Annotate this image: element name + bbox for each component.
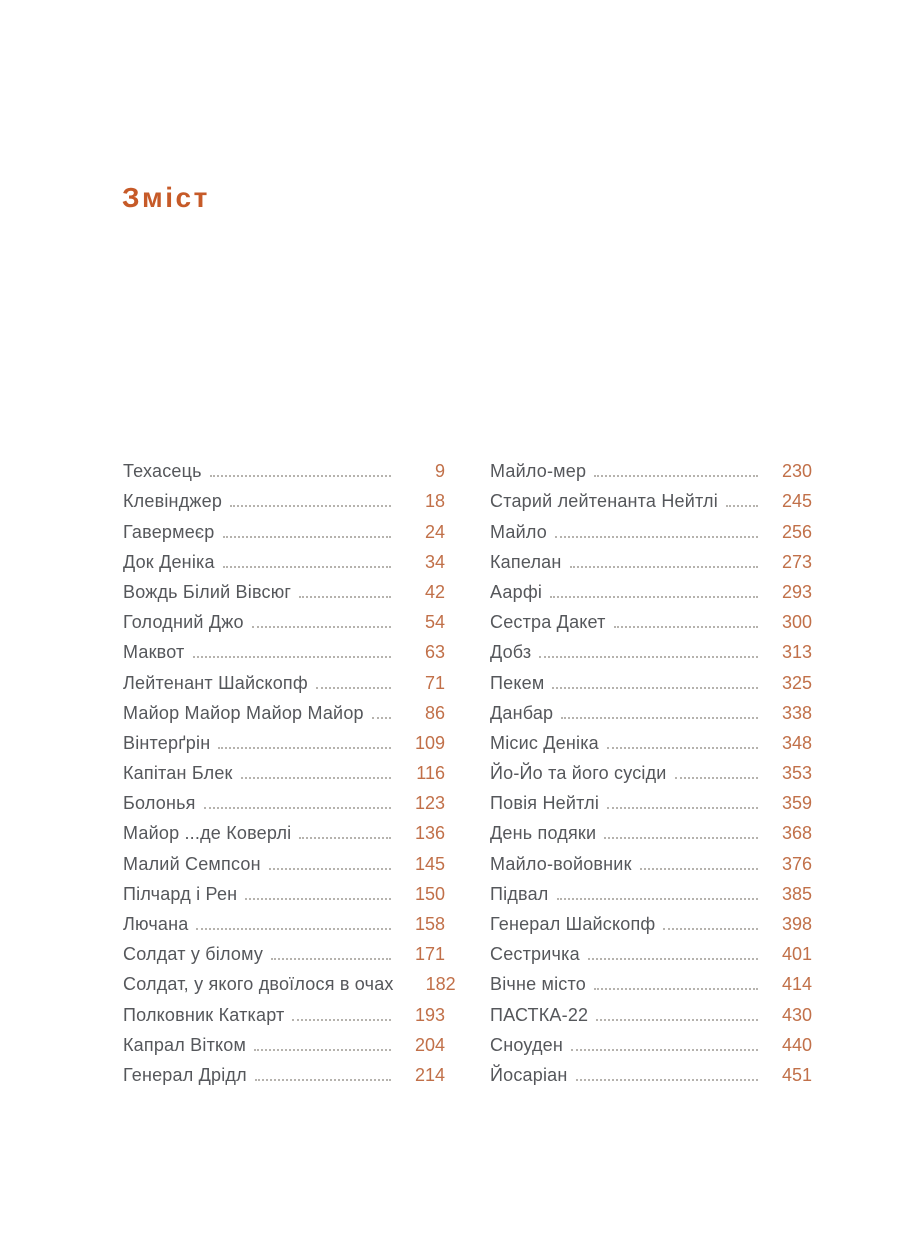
toc-entry-title: Солдат у білому (123, 944, 264, 965)
dot-leader (555, 536, 758, 538)
toc-entry-title: Сноуден (490, 1034, 564, 1055)
toc-entry-title: Лючана (123, 914, 189, 934)
toc-entry-page-number: 359 (781, 793, 812, 814)
dot-leader (594, 475, 758, 477)
toc-entry (490, 512, 812, 542)
dot-leader (596, 1019, 758, 1021)
toc-entry-title: Місис Деніка (490, 732, 599, 753)
toc-entry-title: Капрал Вітком (123, 1034, 247, 1055)
toc-entry-title: Майло-мер (490, 461, 587, 482)
dot-leader (571, 1049, 758, 1051)
toc-entry (123, 633, 445, 663)
toc-entry (123, 875, 445, 905)
dot-leader (193, 656, 391, 658)
toc-entry (490, 844, 812, 874)
toc-entry (490, 905, 812, 935)
toc-entry-page-number: 401 (781, 944, 812, 965)
toc-entry-page-number: 150 (414, 883, 445, 904)
toc-entry (490, 1026, 812, 1056)
toc-entry (123, 663, 445, 693)
toc-entry-title: Старий лейтенанта Нейтлі (490, 491, 718, 512)
toc-entry (123, 724, 445, 754)
toc-entry (123, 452, 445, 482)
toc-entry-title: Солдат, у якого двоїлося в очах (123, 974, 394, 995)
toc-entry-page-number: 158 (414, 914, 445, 934)
toc-entry-title: Болонья (123, 793, 196, 814)
toc-entry (123, 512, 445, 542)
toc-entry-title: Аарфі (490, 581, 543, 602)
toc-entry (490, 573, 812, 603)
dot-leader (607, 747, 758, 749)
toc-entry-title: Майор ...де Коверлі (123, 823, 292, 844)
toc-entry-title: Вічне місто (490, 974, 586, 995)
toc-entry (123, 482, 445, 512)
toc-entry (123, 694, 445, 724)
toc-entry-page-number: 440 (781, 1034, 812, 1055)
toc-entry (123, 965, 456, 995)
dot-leader (196, 928, 391, 930)
dot-leader (218, 747, 391, 749)
toc-entry (490, 965, 812, 995)
toc-entry-title: Генерал Дрідл (123, 1064, 247, 1085)
dot-leader (223, 566, 391, 568)
toc-entry (490, 724, 812, 754)
toc-entry (490, 754, 812, 784)
dot-leader (271, 958, 391, 960)
toc-entry (123, 995, 445, 1025)
toc-entry-title: Сестра Дакет (490, 612, 606, 633)
toc-entry (490, 784, 812, 814)
toc-entry-page-number: 42 (424, 581, 445, 602)
table-of-contents (123, 452, 812, 1086)
toc-entry-title: Техасець (123, 461, 202, 482)
toc-entry-title: Добз (490, 642, 532, 663)
toc-entry-page-number: 348 (781, 732, 812, 753)
dot-leader (223, 536, 391, 538)
toc-entry-title: Пілчард і Рен (123, 883, 238, 904)
toc-entry (123, 935, 445, 965)
dot-leader (550, 596, 758, 598)
dot-leader (640, 868, 758, 870)
toc-entry (123, 784, 445, 814)
dot-leader (230, 505, 391, 507)
toc-entry-page-number: 34 (424, 551, 445, 572)
toc-entry-page-number: 273 (781, 551, 812, 572)
toc-entry-title: Капелан (490, 551, 562, 572)
toc-entry-page-number: 54 (424, 612, 445, 633)
toc-entry (123, 814, 445, 844)
toc-entry-page-number: 256 (781, 521, 812, 542)
toc-entry-title: Майло-войовник (490, 853, 632, 874)
toc-entry-page-number: 293 (781, 581, 812, 602)
dot-leader (245, 898, 391, 900)
toc-entry-title: Лейтенант Шайскопф (123, 672, 308, 693)
toc-entry (490, 543, 812, 573)
toc-entry-title: Гавермеєр (123, 521, 215, 542)
toc-entry-page-number: 18 (424, 491, 445, 512)
dot-leader (570, 566, 758, 568)
page-title: Зміст (122, 182, 210, 213)
toc-entry-page-number: 9 (434, 461, 445, 482)
dot-leader (557, 898, 758, 900)
dot-leader (552, 687, 758, 689)
dot-leader (726, 505, 758, 507)
toc-entry-title: Полковник Каткарт (123, 1004, 285, 1025)
toc-entry-title: Данбар (490, 702, 554, 723)
toc-entry-page-number: 193 (414, 1004, 445, 1025)
toc-entry-page-number: 325 (781, 672, 812, 693)
dot-leader (539, 656, 758, 658)
toc-entry-title: Підвал (490, 883, 549, 904)
dot-leader (255, 1079, 391, 1081)
dot-leader (210, 475, 391, 477)
toc-entry-page-number: 353 (781, 763, 812, 784)
toc-entry-title: Вождь Білий Вівсюг (123, 581, 292, 602)
toc-entry-page-number: 116 (416, 763, 445, 784)
toc-entry-title: Майло (490, 521, 547, 542)
toc-entry (123, 573, 445, 603)
dot-leader (299, 596, 391, 598)
toc-entry-title: Капітан Блек (123, 763, 233, 784)
toc-entry-page-number: 63 (424, 642, 445, 663)
toc-entry (123, 905, 445, 935)
dot-leader (292, 1019, 391, 1021)
toc-entry (490, 814, 812, 844)
toc-entry-page-number: 204 (414, 1034, 445, 1055)
toc-entry-page-number: 338 (781, 702, 812, 723)
toc-entry-title: Малий Семпсон (123, 853, 261, 874)
dot-leader (614, 626, 758, 628)
dot-leader (316, 687, 391, 689)
toc-entry-title: Йо-Йо та його сусіди (490, 763, 667, 784)
dot-leader (241, 777, 391, 779)
toc-entry-page-number: 230 (781, 461, 812, 482)
toc-entry-title: Маквот (123, 642, 185, 663)
toc-entry (490, 694, 812, 724)
toc-entry-page-number: 24 (424, 521, 445, 542)
toc-entry (123, 754, 445, 784)
toc-entry (490, 663, 812, 693)
toc-entry-title: Пекем (490, 672, 545, 693)
toc-entry-page-number: 385 (781, 883, 812, 904)
toc-entry-page-number: 109 (414, 732, 445, 753)
dot-leader (254, 1049, 391, 1051)
toc-entry-page-number: 451 (781, 1064, 812, 1085)
toc-entry-page-number: 123 (414, 793, 445, 814)
dot-leader (576, 1079, 758, 1081)
toc-entry-page-number: 300 (781, 612, 812, 633)
toc-entry-page-number: 86 (424, 702, 445, 723)
toc-entry-title: Голодний Джо (123, 612, 244, 633)
toc-entry-page-number: 398 (781, 914, 812, 934)
toc-entry-title: Вінтерґрін (123, 732, 211, 753)
toc-entry (490, 1056, 812, 1086)
toc-entry-page-number: 313 (781, 642, 812, 663)
toc-entry-page-number: 368 (781, 823, 812, 844)
toc-entry-title: День подяки (490, 823, 597, 844)
dot-leader (204, 807, 391, 809)
dot-leader (372, 717, 391, 719)
toc-entry (123, 543, 445, 573)
toc-entry-title: Сестричка (490, 944, 580, 965)
dot-leader (675, 777, 758, 779)
toc-entry-page-number: 145 (414, 853, 445, 874)
toc-entry (490, 482, 812, 512)
toc-entry (490, 633, 812, 663)
toc-entry (123, 844, 445, 874)
toc-entry (490, 935, 812, 965)
dot-leader (588, 958, 758, 960)
toc-entry-page-number: 376 (781, 853, 812, 874)
toc-entry (123, 1056, 445, 1086)
toc-column-right (490, 452, 812, 1086)
toc-entry-page-number: 414 (781, 974, 812, 995)
toc-entry-page-number: 136 (414, 823, 445, 844)
dot-leader (663, 928, 758, 930)
toc-entry-title: Клевінджер (123, 491, 223, 512)
toc-entry-page-number: 71 (424, 672, 445, 693)
toc-entry (490, 452, 812, 482)
dot-leader (594, 988, 758, 990)
dot-leader (561, 717, 758, 719)
toc-entry-page-number: 214 (414, 1064, 445, 1085)
dot-leader (299, 837, 391, 839)
toc-entry-page-number: 171 (414, 944, 445, 965)
dot-leader (604, 837, 758, 839)
toc-entry (123, 1026, 445, 1056)
toc-entry (123, 603, 445, 633)
toc-entry-page-number: 430 (781, 1004, 812, 1025)
toc-entry-title: Майор Майор Майор Майор (123, 702, 364, 723)
dot-leader (607, 807, 758, 809)
toc-entry (490, 603, 812, 633)
toc-entry-title: Док Деніка (123, 551, 215, 572)
toc-entry (490, 995, 812, 1025)
toc-entry-title: Йосаріан (490, 1064, 568, 1085)
toc-entry-title: Генерал Шайскопф (490, 914, 656, 934)
toc-column-left (123, 452, 456, 1086)
toc-entry-page-number: 182 (425, 974, 456, 995)
toc-entry-page-number: 245 (781, 491, 812, 512)
dot-leader (252, 626, 391, 628)
dot-leader (269, 868, 391, 870)
toc-entry (490, 875, 812, 905)
toc-entry-title: ПАСТКА-22 (490, 1004, 589, 1025)
toc-entry-title: Повія Нейтлі (490, 793, 600, 814)
